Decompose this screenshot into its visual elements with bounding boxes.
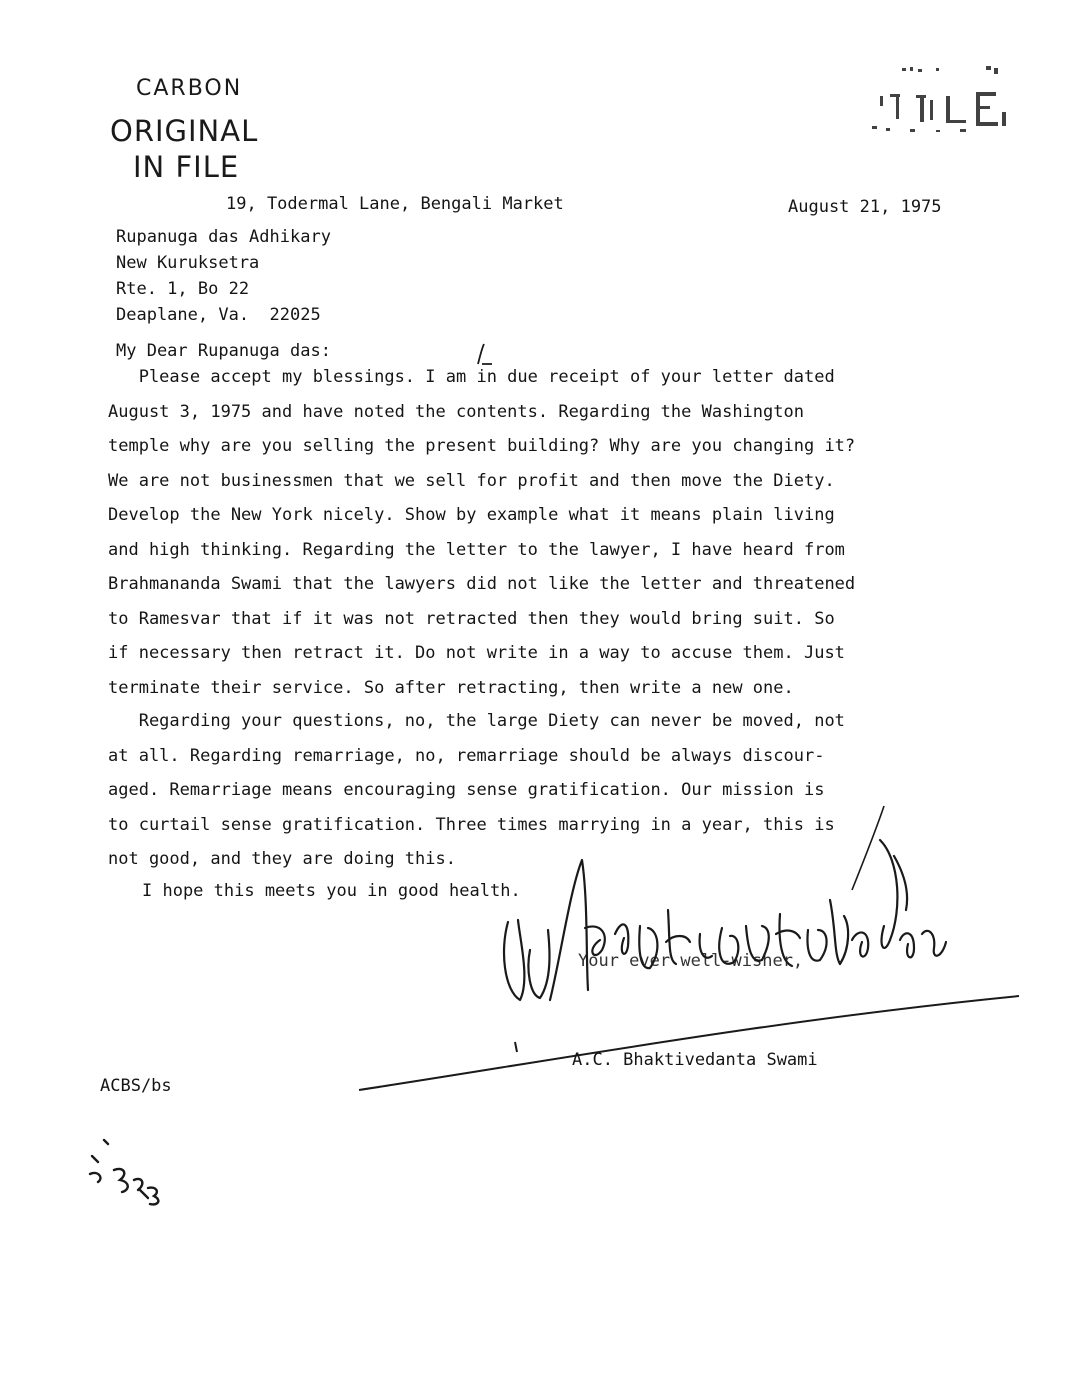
body-line: aged. Remarriage means encouraging sense gratification. Our mission is [108, 780, 825, 800]
file-stamp-mark [866, 62, 1016, 142]
body-line: We are not businessmen that we sell for profit and then move the Diety. [108, 470, 835, 491]
recipient-line: Deaplane, Va. 22025 [116, 305, 321, 325]
handwritten-corner-mark [84, 1130, 174, 1210]
body-line: and high thinking. Regarding the letter to the lawyer, I have heard from [108, 539, 845, 560]
body-line: August 3, 1975 and have noted the contents. Regarding the Washington [108, 401, 804, 422]
sender-address: 19, Todermal Lane, Bengali Market [226, 194, 564, 214]
recipient-address [116, 224, 331, 328]
recipient-line: Rte. 1, Bo 22 [116, 279, 250, 299]
signatory-name: A.C. Bhaktivedanta Swami [572, 1050, 818, 1070]
letter-date: August 21, 1975 [788, 197, 942, 217]
body-line: terminate their service. So after retracting, then write a new one. [108, 677, 794, 698]
original-stamp: ORIGINAL [110, 114, 259, 148]
body-line: temple why are you selling the present building? Why are you changing it? [108, 436, 856, 456]
recipient-line: New Kuruksetra [116, 253, 260, 273]
pen-marks [840, 800, 900, 900]
body-line: Brahmananda Swami that the lawyers did not like the letter and threatened [108, 574, 856, 594]
body-line: Please accept my blessings. I am in due receipt of your letter dated [108, 367, 835, 387]
signature-underline [355, 990, 1025, 1100]
body-paragraph [108, 360, 1008, 705]
salutation: My Dear Rupanuga das: [116, 341, 331, 361]
closing: Your ever well-wisher, [578, 951, 804, 971]
reference-initials: ACBS/bs [100, 1076, 172, 1096]
recipient-line: Rupanuga das Adhikary [116, 227, 331, 247]
carbon-stamp: CARBON [136, 76, 243, 101]
in-file-stamp: IN FILE [133, 150, 240, 184]
body-line: if necessary then retract it. Do not write in a way to accuse them. Just [108, 643, 845, 663]
body-line: not good, and they are doing this. [108, 849, 456, 869]
body-line: to curtail sense gratification. Three times marrying in a year, this is [108, 814, 835, 835]
body-line: to Ramesvar that if it was not retracted then they would bring suit. So [108, 608, 835, 629]
body-line: Regarding your questions, no, the large Diety can never be moved, not [108, 711, 845, 731]
body-line: Develop the New York nicely. Show by example what it means plain living [108, 505, 835, 525]
pen-marks [470, 340, 500, 370]
body-line: I hope this meets you in good health. [142, 881, 521, 901]
body-line: at all. Regarding remarriage, no, remarriage should be always discour- [108, 745, 825, 766]
